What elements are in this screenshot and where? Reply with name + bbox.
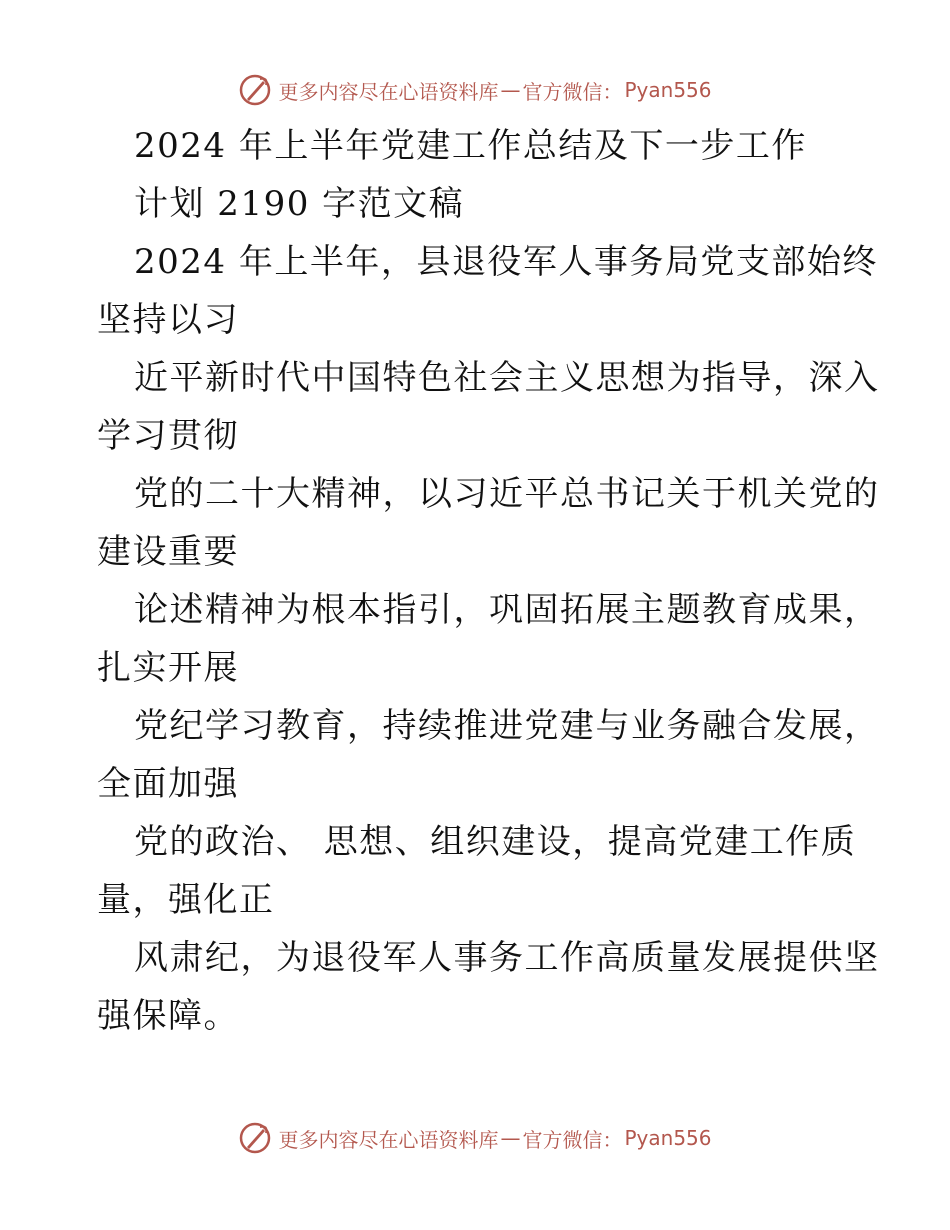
- document-title-line-2: 计划 2190 字范文稿: [134, 184, 465, 224]
- body-line: 扎实开展: [97, 648, 239, 688]
- body-line: 党纪学习教育，持续推进党建与业务融合发展，: [134, 706, 880, 746]
- watermark-account: Pyan556: [624, 1126, 712, 1150]
- watermark-wechat-label: 官方微信：: [522, 79, 623, 104]
- body-line: 量，强化正: [97, 880, 275, 920]
- header-watermark: [0, 70, 950, 110]
- watermark-text: 更多内容尽在心语资料库: [278, 79, 499, 104]
- watermark-separator: —: [500, 1126, 521, 1150]
- watermark-text: 更多内容尽在心语资料库: [278, 1127, 499, 1152]
- watermark-separator: —: [500, 78, 521, 102]
- body-line: 党的二十大精神，以习近平总书记关于机关党的: [134, 474, 880, 514]
- quill-logo-icon: [238, 73, 272, 107]
- body-line: 学习贯彻: [97, 416, 239, 456]
- body-line: 党的政治、 思想、组织建设，提高党建工作质: [134, 822, 857, 862]
- watermark-wechat-label: 官方微信：: [522, 1127, 623, 1152]
- body-line: 近平新时代中国特色社会主义思想为指导，深入: [134, 358, 880, 398]
- body-line: 全面加强: [97, 764, 239, 804]
- footer-watermark: [0, 1118, 950, 1158]
- body-line: 坚持以习: [97, 300, 239, 340]
- body-line: 2024 年上半年，县退役军人事务局党支部始终: [134, 242, 878, 282]
- body-line: 建设重要: [97, 532, 239, 572]
- watermark-account: Pyan556: [624, 78, 712, 102]
- body-line: 风肃纪，为退役军人事务工作高质量发展提供坚: [134, 938, 880, 978]
- document-title-line-1: 2024 年上半年党建工作总结及下一步工作: [134, 126, 807, 166]
- body-line: 论述精神为根本指引，巩固拓展主题教育成果，: [134, 590, 880, 630]
- quill-logo-icon: [238, 1121, 272, 1155]
- body-line: 强保障。: [97, 996, 239, 1036]
